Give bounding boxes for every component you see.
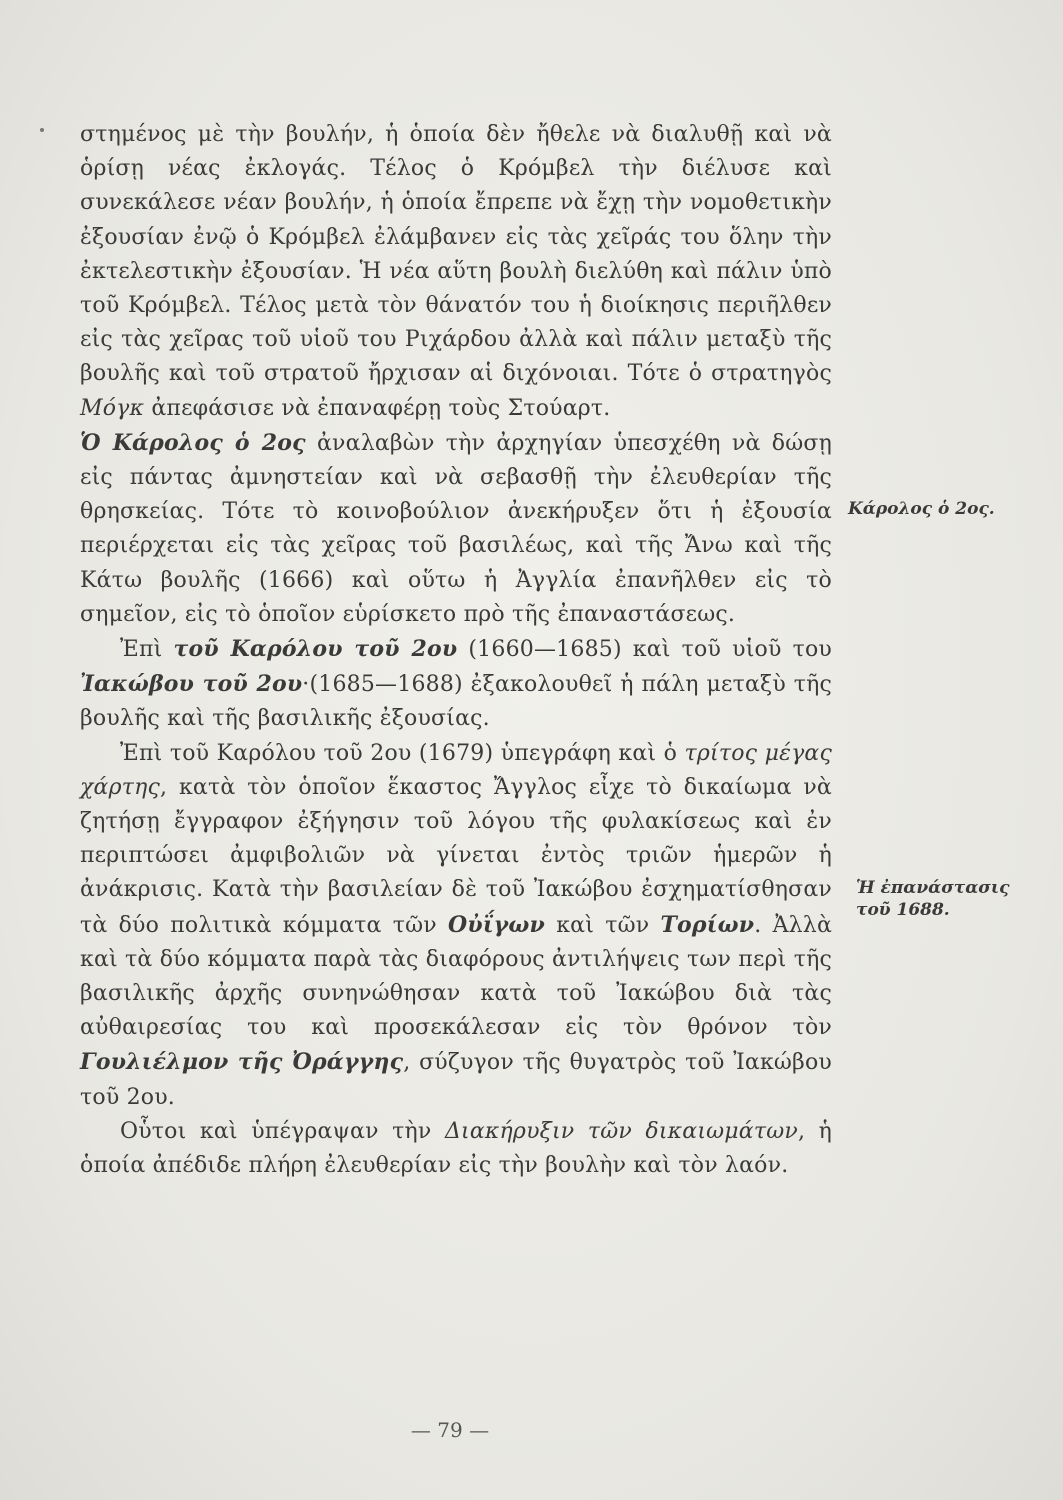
margin-note-charles-ii: Κάρολος ὁ 2ος. — [848, 499, 995, 519]
body-text — [80, 118, 832, 1183]
page-number: — 79 — — [410, 1418, 490, 1442]
text-run: ἀναλαβὼν τὴν ἀρχηγίαν ὑπεσχέθη νὰ δώσῃ εἰς πάντας ἀμνηστείαν καὶ νὰ σεβασθῇ τὴν ἐλευθερίαν τῆς θρησκείας. Τότε τὸ κοινοβούλιον ἀνεκήρυξεν ὅτι ἡ ἐξουσία περιέρχεται εἰς τὰς χεῖρας τοῦ βασιλέως, καὶ τῆς Ἄνω καὶ τῆς Κάτω βουλῆς (1666) καὶ οὕτω ἡ Ἀγγλία ἐπανῆλθεν εἰς τὸ σημεῖον, εἰς τὸ ὁποῖον εὑρίσκετο πρὸ τῆς ἐπαναστάσεως. — [80, 430, 832, 627]
margin-note-revolution-1688: Ἡ ἐπανάστασις τοῦ 1688. — [856, 878, 1010, 920]
text-run: (1660—1685) καὶ τοῦ υἱοῦ του — [457, 637, 832, 663]
emphasized-text: Ἰακώβου τοῦ 2ου — [80, 671, 303, 698]
text-run: , κατὰ τὸν ὁποῖον ἕκαστος Ἄγγλος εἶχε τὸ δικαίωμα νὰ ζητήσῃ ἔγγραφον ἐξήγησιν τοῦ λόγου τῆς φυλακίσεως καὶ ἐν περιπτώσει ἀμφιβολιῶν νὰ γίνεται ἐντὸς τριῶν ἡμερῶν ἡ ἀνάκρισις. Κατὰ τὴν βασιλείαν δὲ τοῦ Ἰακώβου ἐσχηματίσθησαν τὰ δύο πολιτικὰ κόμματα τῶν — [80, 774, 832, 938]
emphasized-text: Διακήρυξιν τῶν δικαιωμάτων — [444, 1118, 798, 1144]
text-run: καὶ τῶν — [545, 912, 661, 938]
emphasized-text: Γουλιέλμον τῆς Ὀράγγης — [80, 1049, 404, 1076]
text-run: , σύζυγον τῆς θυγατρὸς τοῦ Ἰακώβου τοῦ 2ου. — [80, 1050, 832, 1110]
text-run: Ἐπὶ — [120, 637, 174, 663]
paragraph — [80, 1115, 832, 1183]
emphasized-text: τοῦ Καρόλου τοῦ 2ου — [173, 636, 458, 663]
emphasized-text: Οὐΐγων — [448, 911, 546, 938]
paragraph — [80, 118, 832, 426]
paragraph — [80, 632, 832, 737]
emphasized-text: Ὁ Κάρολος ὁ 2ος — [80, 429, 306, 456]
text-run: στημένος μὲ τὴν βουλήν, ἡ ὁποία δὲν ἤθελε νὰ διαλυθῇ καὶ νὰ ὁρίσῃ νέας ἐκλογάς. Τέλος ὁ Κρόμβελ τὴν διέλυσε καὶ συνεκάλεσε νέαν βουλήν, ἡ ὁποία ἔπρεπε νὰ ἔχῃ τὴν νομοθετικὴν ἐξουσίαν ἐνῷ ὁ Κρόμβελ ἐλάμβανεν εἰς τὰς χεῖράς του ὅλην τὴν ἐκτελεστικὴν ἐξουσίαν. Ἡ νέα αὕτη βουλὴ διελύθη καὶ πάλιν ὑπὸ τοῦ Κρόμβελ. Τέλος μετὰ τὸν θάνατόν του ἡ διοίκησις περιῆλθεν εἰς τὰς χεῖρας τοῦ υἱοῦ του Ριχάρδου ἀλλὰ καὶ πάλιν μεταξὺ τῆς βουλῆς καὶ τοῦ στρατοῦ ἤρχισαν αἱ διχόνοιαι. Τότε ὁ στρατηγὸς — [80, 122, 832, 387]
text-run: ἀπεφάσισε νὰ ἐπαναφέρῃ τοὺς Στούαρτ. — [144, 395, 611, 421]
text-run: Ἐπὶ τοῦ Καρόλου τοῦ 2ου (1679) ὑπεγράφη καὶ ὁ — [120, 740, 685, 766]
emphasized-text: Μόγκ — [80, 395, 145, 421]
text-run: . Ἀλλὰ καὶ τὰ δύο κόμματα παρὰ τὰς διαφόρους ἀντιλήψεις των περὶ τῆς βασιλικῆς ἀρχῆς συνηνώθησαν κατὰ τοῦ Ἰακώβου διὰ τὰς αὐθαιρεσίας του καὶ προσεκάλεσαν εἰς τὸν θρόνον τὸν — [80, 912, 833, 1041]
text-run: ·(1685—1688) ἐξακολουθεῖ ἡ πάλη μεταξὺ τῆς βουλῆς καὶ τῆς βασιλικῆς ἐξουσίας. — [80, 672, 832, 732]
paragraph — [80, 426, 832, 632]
emphasized-text: τρίτος μέγας χάρτης — [80, 740, 833, 800]
paragraph — [80, 737, 832, 1115]
emphasized-text: Τορίων — [660, 911, 755, 938]
text-run: Οὗτοι καὶ ὑπέγραψαν τὴν — [120, 1118, 445, 1144]
ink-speck — [40, 128, 44, 132]
text-run: , ἡ ὁποία ἀπέδιδε πλήρη ἐλευθερίαν εἰς τὴν βουλὴν καὶ τὸν λαόν. — [80, 1118, 832, 1179]
